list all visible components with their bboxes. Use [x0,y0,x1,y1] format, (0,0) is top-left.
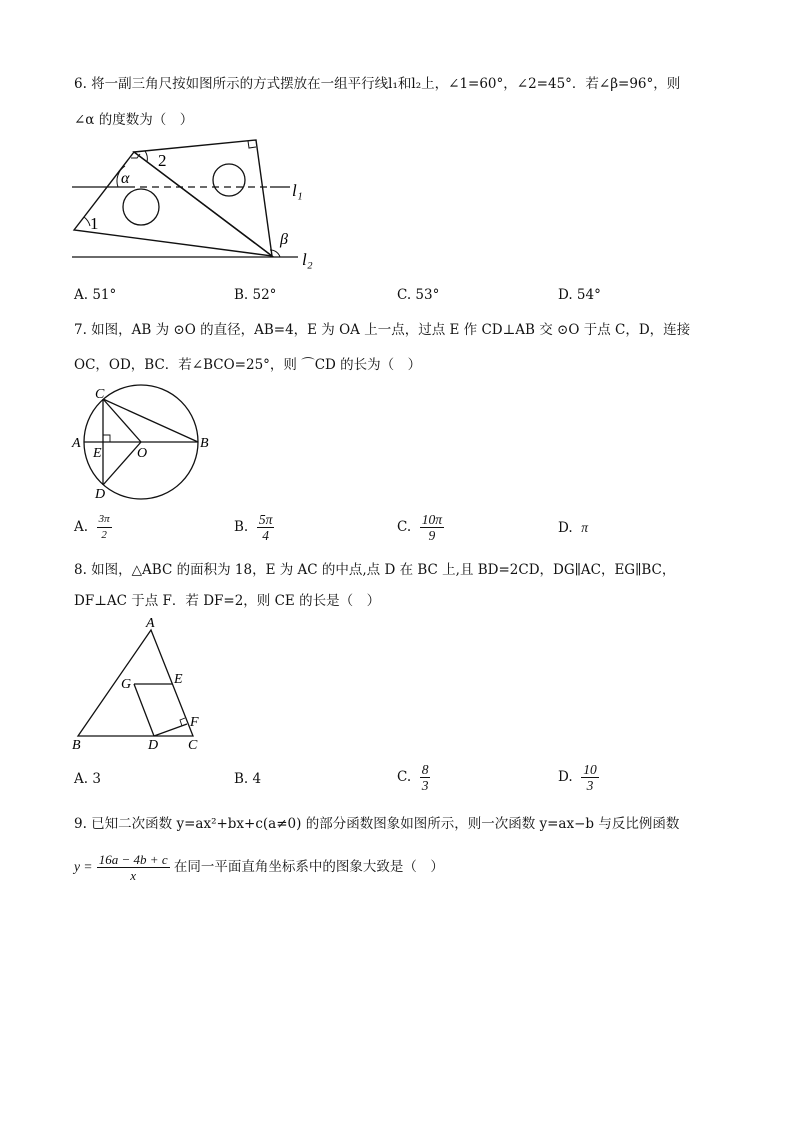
label-beta: β [280,231,288,248]
q7-stem-line1: 7. 如图，AB 为 ⊙O 的直径，AB=4，E 为 OA 上一点，过点 E 作 CD⊥AB 交 ⊙O 于点 C，D，连接 [74,322,691,338]
label-l2: l₂ [302,250,313,269]
q8-option-b: B. 4 [234,771,262,787]
q6-option-a: A. 51° [74,287,117,303]
label-1: 1 [90,214,99,233]
q9-stem-line2: y = $\frac{16a - 4b + c}{x}$ 在同一平面直角坐标系中的图象大致是（ ） [74,852,444,883]
q8-option-c: C. $\frac{8}{3}$ [397,762,429,793]
label-d: D [148,738,159,753]
label-c: C [95,387,105,402]
segment-dg [134,684,154,736]
q8-option-d: D. $\frac{10}{3}$ [558,762,597,793]
label-a: A [146,616,155,631]
label-b: B [200,436,209,451]
q7-option-b: B. $\frac{5\pi}{4}$ [234,512,273,543]
q6-stem-line1: 6. 将一副三角尺按如图所示的方式摆放在一组平行线l₁和l₂上，∠1=60°，∠2=45°．若∠β=96°，则 [74,76,681,92]
q7-option-c: C. $\frac{10\pi}{9}$ [397,512,442,543]
q6-option-d: D. 54° [558,287,601,303]
label-g: G [121,677,132,692]
label-c: C [188,738,198,753]
q6-stem-line2: ∠α 的度数为（ ） [74,112,194,128]
label-alpha: α [121,170,130,187]
q8-stem-line2: DF⊥AC 于点 F．若 DF=2，则 CE 的长是（ ） [74,593,381,609]
q6-option-c: C. 53° [397,287,440,303]
q7-option-a: A. $\frac{3\pi}{2}$ [74,513,110,541]
q8-stem-line1: 8. 如图，△ABC 的面积为 18，E 为 AC 的中点,点 D 在 BC 上,且 BD=2CD，DG∥AC，EG∥BC， [74,562,676,578]
q8-option-a: A. 3 [74,771,101,787]
label-o: O [137,446,148,461]
q7-option-d: D. π [558,520,588,536]
label-f: F [190,715,199,730]
label-e: E [174,672,183,687]
q9-stem-line1: 9. 已知二次函数 y=ax²+bx+c(a≠0) 的部分函数图象如图所示，则一次函数 y=ax−b 与反比例函数 [74,816,680,832]
label-d: D [95,487,106,502]
label-b: B [72,738,81,753]
q6-option-b: B. 52° [234,287,277,303]
q7-stem-line2: OC，OD，BC．若∠BCO=25°，则 ⌒CD 的长为（ ） [74,357,422,373]
label-2: 2 [158,151,167,170]
label-a: A [72,436,81,451]
label-l1: l₁ [292,181,303,200]
label-e: E [93,446,102,461]
